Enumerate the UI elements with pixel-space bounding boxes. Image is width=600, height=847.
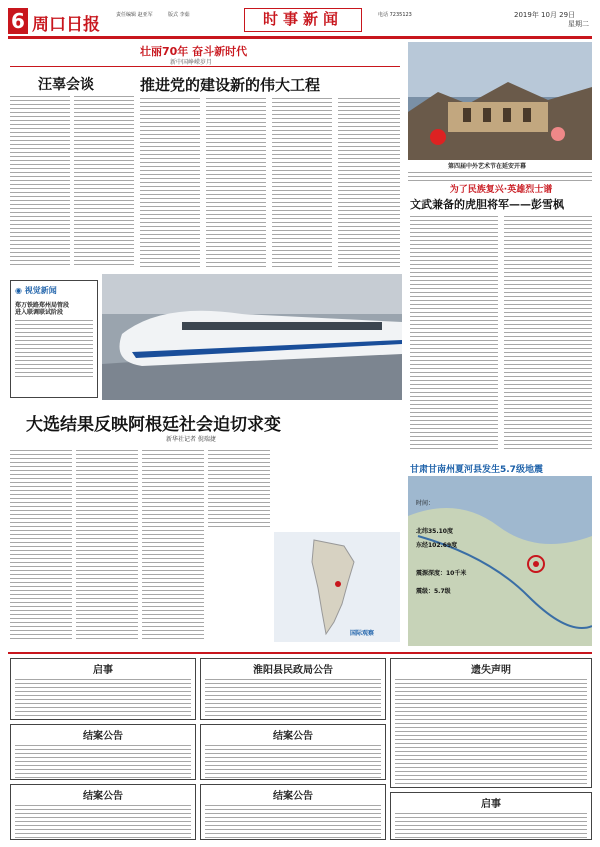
photo-right-caption-text bbox=[408, 172, 592, 182]
paper-name: 周口日报 bbox=[32, 15, 100, 35]
ad-jiean-2-title: 结案公告 bbox=[273, 731, 313, 742]
ad-huaiyang-body bbox=[205, 679, 381, 719]
article-argentina-title: 大选结果反映阿根廷社会迫切求变 bbox=[26, 415, 281, 435]
map-argentina bbox=[274, 532, 400, 642]
ad-jiean-3 bbox=[10, 784, 196, 840]
train-caption-1: 郑万铁路郑州局管段 bbox=[15, 302, 70, 309]
visual-news-badge bbox=[15, 285, 93, 296]
ad-qishi-title: 启事 bbox=[93, 665, 113, 676]
ad-lost-body bbox=[395, 679, 587, 787]
ad-qishi-2 bbox=[390, 792, 592, 840]
photo-train-block bbox=[10, 272, 402, 400]
quake-lon: 东经102.69度 bbox=[416, 542, 458, 549]
ad-jiean-1-title: 结案公告 bbox=[83, 731, 123, 742]
article-party bbox=[140, 70, 402, 270]
sidebar-heading: 为了民族复兴·英雄烈士谱 bbox=[449, 185, 553, 195]
ad-lost-title: 遗失声明 bbox=[471, 665, 511, 676]
article-argentina-body-4 bbox=[208, 450, 270, 530]
article-party-body-3 bbox=[272, 98, 332, 268]
article-argentina-body-2 bbox=[76, 450, 138, 642]
article-party-body-2 bbox=[206, 98, 266, 268]
article-party-body bbox=[140, 98, 200, 268]
article-hu bbox=[410, 196, 592, 456]
article-hu-body bbox=[410, 216, 498, 452]
banner bbox=[10, 41, 400, 67]
article-argentina bbox=[10, 404, 402, 644]
article-wang-gu bbox=[10, 70, 135, 270]
ad-jiean-2 bbox=[200, 724, 386, 780]
quake-depth: 震源深度：10千米 bbox=[416, 570, 467, 577]
article-argentina-byline: 新华社记者 倪瑞捷 bbox=[166, 436, 216, 443]
ad-qishi-2-body bbox=[395, 813, 587, 839]
article-quake bbox=[408, 460, 592, 646]
article-wang-gu-body-2 bbox=[74, 96, 134, 268]
ad-jiean-1-body bbox=[15, 745, 191, 779]
banner-subtitle: 新中国峥嵘岁月 bbox=[170, 59, 213, 66]
ad-huaiyang bbox=[200, 658, 386, 720]
train-caption-box bbox=[10, 280, 98, 398]
ad-lost bbox=[390, 658, 592, 788]
photo-right bbox=[408, 42, 592, 180]
camera-icon: ◉ bbox=[15, 286, 22, 295]
ad-qishi-body bbox=[15, 679, 191, 719]
ads-top-rule bbox=[8, 652, 592, 654]
visual-news-label: 视觉新闻 bbox=[24, 286, 57, 295]
article-wang-gu-body bbox=[10, 96, 70, 268]
article-party-body-4 bbox=[338, 98, 400, 268]
ad-jiean-4 bbox=[200, 784, 386, 840]
ad-jiean-4-title: 结案公告 bbox=[273, 791, 313, 802]
date: 2019年 10月 29日 bbox=[514, 11, 576, 19]
article-argentina-body-3 bbox=[142, 450, 204, 642]
page-number: 6 bbox=[8, 8, 28, 34]
masthead-rule bbox=[8, 36, 592, 39]
design-line: 版式 李茹 bbox=[168, 12, 190, 18]
ad-qishi-2-title: 启事 bbox=[481, 799, 501, 810]
photo-yanan bbox=[408, 42, 592, 160]
article-argentina-body bbox=[10, 450, 72, 642]
ad-huaiyang-title: 淮阳县民政局公告 bbox=[253, 665, 333, 676]
quake-time: 时间： bbox=[416, 500, 435, 507]
banner-title: 壮丽70年 奋斗新时代 bbox=[140, 45, 248, 58]
train-caption-2: 进入联调联试阶段 bbox=[15, 309, 64, 316]
quake-lat: 北纬35.10度 bbox=[416, 528, 453, 535]
article-hu-title: 文武兼备的虎胆将军——彭雪枫 bbox=[410, 198, 564, 211]
ad-jiean-4-body bbox=[205, 805, 381, 839]
photo-right-caption: 第四届中外艺术节在延安开幕 bbox=[448, 163, 527, 170]
editor-line: 责任编辑 赵亚军 bbox=[116, 12, 153, 18]
article-wang-gu-title: 汪辜会谈 bbox=[38, 77, 94, 93]
ad-qishi bbox=[10, 658, 196, 720]
ad-jiean-3-title: 结案公告 bbox=[83, 791, 123, 802]
article-party-title: 推进党的建设新的伟大工程 bbox=[140, 76, 321, 94]
section-title: 时事新闻 bbox=[244, 8, 362, 32]
article-quake-title: 甘肃甘南州夏河县发生5.7级地震 bbox=[410, 465, 543, 475]
quake-magnitude: 震级：5.7级 bbox=[416, 588, 451, 595]
ad-jiean-2-body bbox=[205, 745, 381, 779]
proof-line: 电话 7235123 bbox=[378, 12, 412, 18]
ad-jiean-3-body bbox=[15, 805, 191, 839]
weekday: 星期二 bbox=[568, 20, 589, 28]
train-caption-text bbox=[15, 320, 93, 380]
masthead bbox=[8, 8, 592, 36]
article-hu-body-2 bbox=[504, 216, 592, 452]
photo-train bbox=[102, 274, 402, 400]
ad-jiean-1 bbox=[10, 724, 196, 780]
quake-map bbox=[408, 476, 592, 646]
map-label: 国际观察 bbox=[350, 630, 375, 637]
